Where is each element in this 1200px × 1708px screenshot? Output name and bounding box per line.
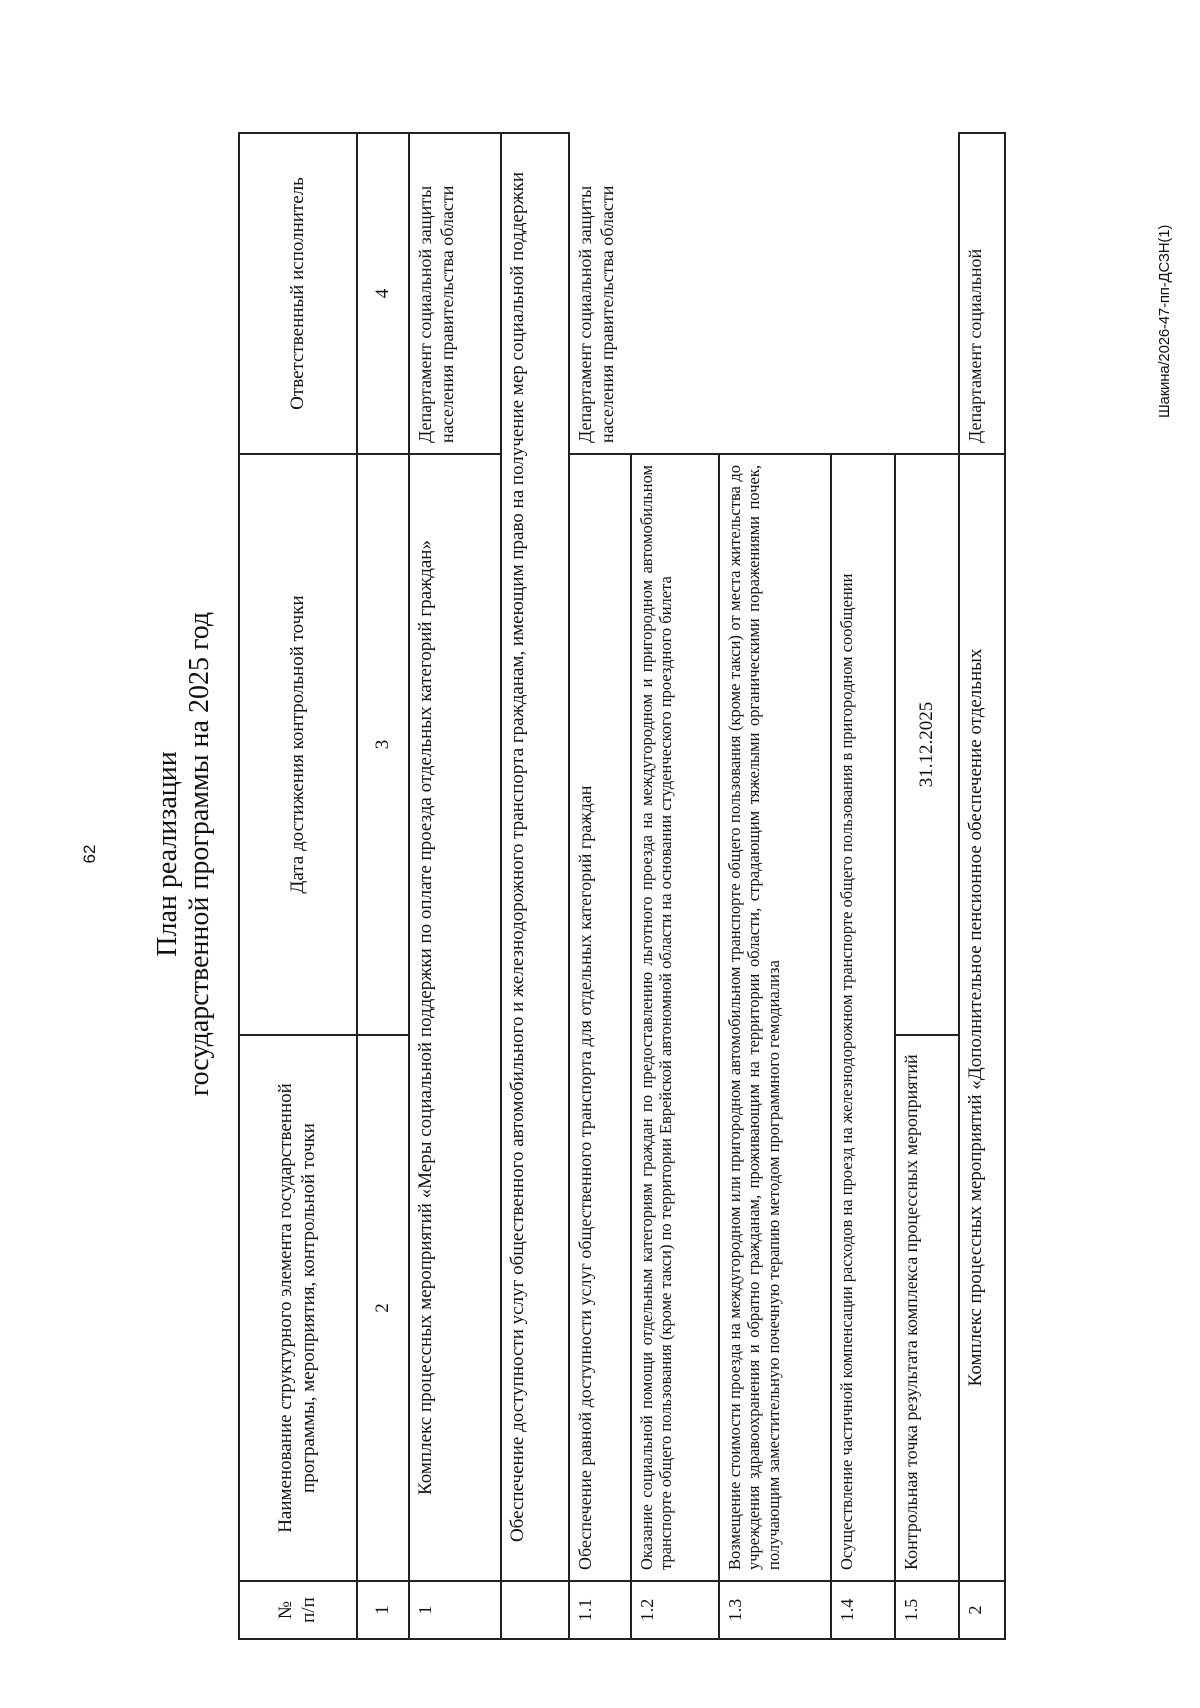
row-number: 1.3 xyxy=(719,1581,831,1639)
column-number: 3 xyxy=(357,454,409,1035)
row-name: Контрольная точка результата комплекса процессных мероприятий xyxy=(895,1035,959,1581)
row-number: 1.1 xyxy=(569,1581,631,1639)
row-number: 1.2 xyxy=(631,1581,719,1639)
footer-code: Шакина/2026-47-пп-ДСЗН(1) xyxy=(1156,224,1173,418)
row-executor: Департамент социальной xyxy=(959,133,1005,454)
row-executor: Департамент социальной защиты населения правительства области xyxy=(569,133,959,454)
row-name: Обеспечение равной доступности услуг общественного транспорта для отдельных категорий граждан xyxy=(569,454,631,1581)
column-number: 2 xyxy=(357,1035,409,1581)
document-title: План реализации xyxy=(152,751,183,957)
page-number: 62 xyxy=(80,844,99,864)
header-name: Наименование структурного элемента государственной программы, мероприятия, контрольной точки xyxy=(239,1035,357,1581)
column-number: 1 xyxy=(357,1581,409,1639)
row-number: 1.5 xyxy=(895,1581,959,1639)
header-date: Дата достижения контрольной точки xyxy=(239,454,357,1035)
document-subtitle: государственной программы на 2025 год xyxy=(184,611,215,1097)
column-number: 4 xyxy=(357,133,409,454)
header-number: № п/п xyxy=(239,1581,357,1639)
table-row xyxy=(959,133,1005,1639)
row-name: Комплекс процессных мероприятий «Дополнительное пенсионное обеспечение отдельных xyxy=(959,454,1005,1581)
row-name: Возмещение стоимости проезда на междугородном или пригородном автомобильном транспорте общего пользования (кроме такси) от места жительства до учреждения здравоохранения и обратно гражданам, проживающим на территории области, страдающим тяжелыми органическими поражениями почек, получающим заместительную почечную терапию методом программного гемодиализа xyxy=(719,454,831,1581)
table-header-row xyxy=(239,133,357,1639)
row-name: Комплекс процессных мероприятий «Меры социальной поддержки по оплате проезда отдельных категорий граждан» xyxy=(409,454,501,1581)
table-row xyxy=(409,133,501,1639)
row-executor: Департамент социальной защиты населения правительства области xyxy=(409,133,501,454)
row-name: Осуществление частичной компенсации расходов на проезд на железнодорожном транспорте общего пользования в пригородном сообщении xyxy=(831,454,895,1581)
row-number: 1 xyxy=(409,1581,501,1639)
task-row xyxy=(501,133,569,1639)
column-numbering-row xyxy=(357,133,409,1639)
plan-table xyxy=(238,132,1006,1640)
header-executor: Ответственный исполнитель xyxy=(239,133,357,454)
row-number: 2 xyxy=(959,1581,1005,1639)
table-row xyxy=(569,133,631,1639)
row-date: 31.12.2025 xyxy=(895,454,959,1035)
row-number: 1.4 xyxy=(831,1581,895,1639)
row-name: Оказание социальной помощи отдельным категориям граждан по предоставлению льготного проезда на междугородном и пригородном автомобильном транспорте общего пользования (кроме такси) по территории Еврейской автономной области на основании студенческого проездного билета xyxy=(631,454,719,1581)
task-text: Обеспечение доступности услуг общественного автомобильного и железнодорожного транспорта гражданам, имеющим право на получение мер социальной поддержки xyxy=(501,133,569,1581)
row-number-empty xyxy=(501,1581,569,1639)
